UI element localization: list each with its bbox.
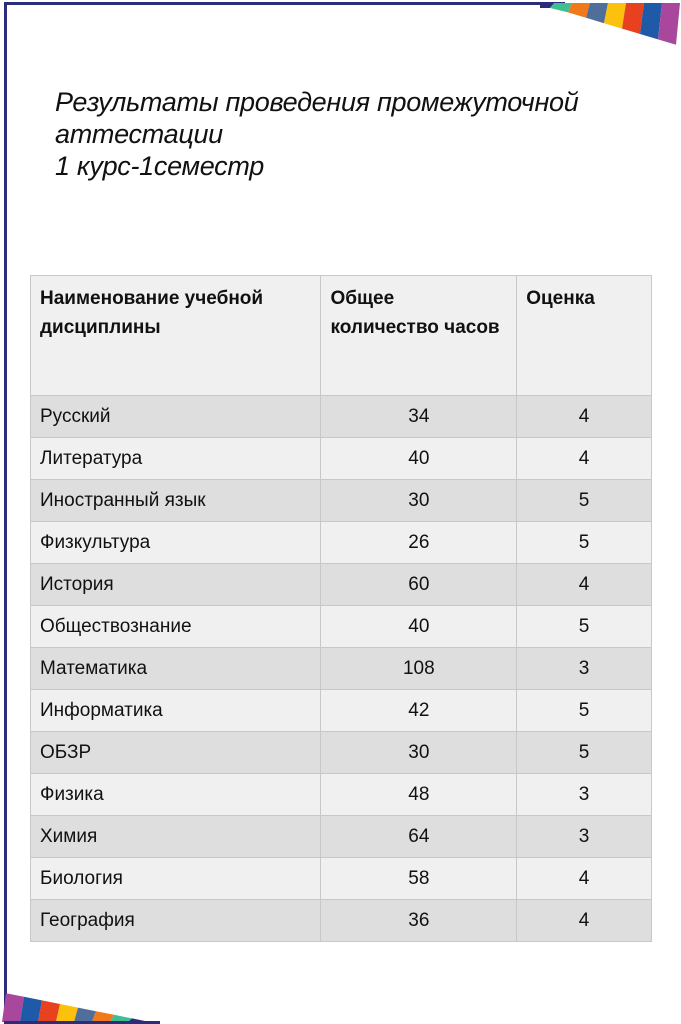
cell-hours: 42 <box>321 690 517 732</box>
cell-grade: 5 <box>517 606 652 648</box>
cell-grade: 4 <box>517 438 652 480</box>
cell-grade: 4 <box>517 564 652 606</box>
cell-hours: 60 <box>321 564 517 606</box>
cell-hours: 30 <box>321 732 517 774</box>
frame-top-border <box>5 2 565 5</box>
page-title <box>55 86 578 182</box>
cell-grade: 5 <box>517 690 652 732</box>
cell-hours: 40 <box>321 438 517 480</box>
cell-subject: Обществознание <box>31 606 321 648</box>
cell-hours: 34 <box>321 396 517 438</box>
table-row <box>31 396 652 438</box>
table-row <box>31 522 652 564</box>
frame-left-border <box>4 2 7 1024</box>
decorative-stripes-bottom-left <box>0 982 160 1024</box>
cell-grade: 3 <box>517 816 652 858</box>
cell-subject: Математика <box>31 648 321 690</box>
cell-grade: 4 <box>517 858 652 900</box>
cell-hours: 48 <box>321 774 517 816</box>
title-line-3: 1 курс-1семестр <box>55 151 264 181</box>
header-grade: Оценка <box>517 276 652 396</box>
results-table <box>30 275 652 942</box>
cell-hours: 64 <box>321 816 517 858</box>
cell-subject: Информатика <box>31 690 321 732</box>
table-row <box>31 480 652 522</box>
cell-grade: 4 <box>517 396 652 438</box>
cell-subject: Физкультура <box>31 522 321 564</box>
table-row <box>31 564 652 606</box>
cell-subject: Иностранный язык <box>31 480 321 522</box>
table-row <box>31 690 652 732</box>
table-row <box>31 438 652 480</box>
table-header-row <box>31 276 652 396</box>
cell-grade: 5 <box>517 732 652 774</box>
table-row <box>31 816 652 858</box>
table-row <box>31 774 652 816</box>
table-row <box>31 606 652 648</box>
cell-grade: 3 <box>517 648 652 690</box>
cell-grade: 5 <box>517 522 652 564</box>
title-line-2: аттестации <box>55 119 223 149</box>
cell-subject: Литература <box>31 438 321 480</box>
table-row <box>31 732 652 774</box>
cell-hours: 40 <box>321 606 517 648</box>
cell-subject: История <box>31 564 321 606</box>
cell-subject: География <box>31 900 321 942</box>
cell-grade: 5 <box>517 480 652 522</box>
cell-hours: 26 <box>321 522 517 564</box>
cell-hours: 108 <box>321 648 517 690</box>
header-subject: Наименование учебной дисциплины <box>31 276 321 396</box>
table-row <box>31 858 652 900</box>
cell-subject: ОБЗР <box>31 732 321 774</box>
cell-hours: 36 <box>321 900 517 942</box>
cell-subject: Физика <box>31 774 321 816</box>
table-row <box>31 648 652 690</box>
cell-hours: 30 <box>321 480 517 522</box>
cell-subject: Русский <box>31 396 321 438</box>
decorative-stripes-top-right <box>540 0 681 45</box>
cell-grade: 4 <box>517 900 652 942</box>
cell-hours: 58 <box>321 858 517 900</box>
header-hours: Общее количество часов <box>321 276 517 396</box>
table-row <box>31 900 652 942</box>
cell-subject: Химия <box>31 816 321 858</box>
cell-grade: 3 <box>517 774 652 816</box>
cell-subject: Биология <box>31 858 321 900</box>
title-line-1: Результаты проведения промежуточной <box>55 87 579 117</box>
